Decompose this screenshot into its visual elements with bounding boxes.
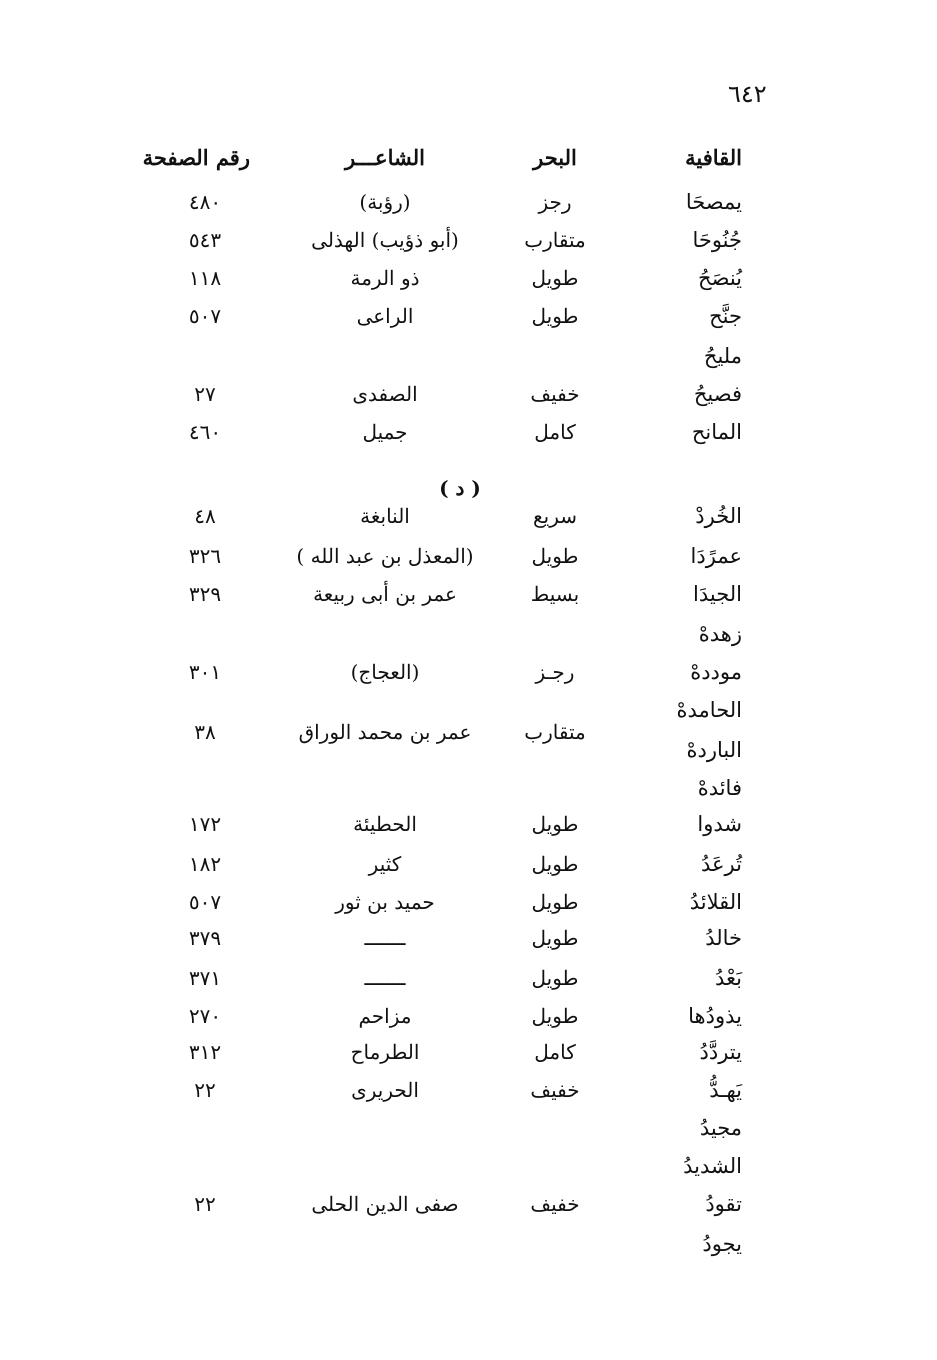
table-row bbox=[0, 660, 937, 694]
poet-cell: كثير bbox=[368, 852, 402, 876]
bahr-cell: رجز bbox=[538, 190, 572, 214]
header-qafiya: القافية bbox=[685, 145, 742, 170]
table-row bbox=[0, 304, 937, 338]
qafiya-cell: يُنصَحُ bbox=[698, 266, 742, 290]
bahr-cell: طويل bbox=[531, 304, 579, 328]
header-bahr: البحر bbox=[533, 145, 577, 170]
page-cell: ٢٢ bbox=[194, 1078, 216, 1102]
page-cell: ٤٨ bbox=[194, 504, 216, 528]
qafiya-cell: المانح bbox=[691, 420, 742, 444]
qafiya-cell: يذودُها bbox=[688, 1004, 742, 1028]
table-row bbox=[0, 1192, 937, 1226]
table-row bbox=[0, 420, 937, 454]
qafiya-cell: يتردَّدُ bbox=[699, 1040, 742, 1064]
poet-cell: ذو الرمة bbox=[350, 266, 420, 290]
header-shaer: الشاعـــر bbox=[345, 145, 425, 170]
table-row bbox=[0, 776, 937, 810]
page-cell: ٣٢٩ bbox=[188, 582, 222, 606]
page-cell: ٣١٢ bbox=[188, 1040, 222, 1064]
qafiya-cell: الجيدَا bbox=[693, 582, 742, 606]
table-row bbox=[0, 382, 937, 416]
poet-cell: الصفدى bbox=[352, 382, 418, 406]
page-cell: ٣٧٩ bbox=[188, 926, 222, 950]
table-row bbox=[0, 1004, 937, 1038]
bahr-cell: طويل bbox=[531, 852, 579, 876]
bahr-cell: متقارب bbox=[524, 228, 586, 252]
table-row bbox=[0, 1078, 937, 1112]
bahr-cell: متقارب bbox=[524, 720, 586, 744]
page-cell: ٤٦٠ bbox=[188, 420, 222, 444]
poet-cell: ـــــــ bbox=[364, 926, 406, 950]
bahr-cell: طويل bbox=[531, 966, 579, 990]
table-row bbox=[0, 812, 937, 846]
bahr-cell: طويل bbox=[531, 926, 579, 950]
bahr-cell: خفيف bbox=[530, 382, 580, 406]
table-row bbox=[0, 966, 937, 1000]
bahr-cell: خفيف bbox=[530, 1192, 580, 1216]
table-row bbox=[0, 190, 937, 224]
table-row bbox=[0, 1154, 937, 1188]
page-cell: ٣٧١ bbox=[188, 966, 222, 990]
page-cell: ٣٨ bbox=[194, 720, 216, 744]
table-row bbox=[0, 852, 937, 886]
page-cell: ٥٤٣ bbox=[188, 228, 222, 252]
page-cell: ١١٨ bbox=[188, 266, 222, 290]
poet-cell: مزاحم bbox=[358, 1004, 412, 1028]
header-page: رقم الصفحة bbox=[142, 145, 250, 170]
poet-cell: ـــــــ bbox=[364, 966, 406, 990]
qafiya-cell: الخُردْ bbox=[695, 504, 742, 528]
poet-cell: الطرماح bbox=[350, 1040, 420, 1064]
table-row bbox=[0, 344, 937, 378]
bahr-cell: طويل bbox=[531, 890, 579, 914]
poet-cell: جميل bbox=[362, 420, 408, 444]
page-number: ٦٤٢ bbox=[728, 80, 767, 108]
qafiya-cell: جنَّح bbox=[709, 304, 742, 328]
page-cell: ٥٠٧ bbox=[188, 890, 222, 914]
table-row bbox=[0, 1232, 937, 1266]
bahr-cell: طويل bbox=[531, 266, 579, 290]
page-cell: ٣٠١ bbox=[188, 660, 222, 684]
bahr-cell: بسيط bbox=[530, 582, 580, 606]
table-row bbox=[0, 926, 937, 960]
qafiya-cell: موددهْ bbox=[690, 660, 742, 684]
qafiya-cell: القلائدُ bbox=[689, 890, 742, 914]
qafiya-cell: فصيحُ bbox=[693, 382, 742, 406]
poet-cell: (رؤبة) bbox=[359, 190, 411, 214]
qafiya-cell: مجيدُ bbox=[699, 1116, 742, 1140]
bahr-cell: خفيف bbox=[530, 1078, 580, 1102]
page-cell: ٢٧٠ bbox=[188, 1004, 222, 1028]
page-cell: ٣٢٦ bbox=[188, 544, 222, 568]
section-letter: ( د ) bbox=[439, 476, 481, 500]
page-cell: ١٨٢ bbox=[188, 852, 222, 876]
poet-cell: النابغة bbox=[360, 504, 410, 528]
bahr-cell: طويل bbox=[531, 812, 579, 836]
page-cell: ٢٧ bbox=[194, 382, 216, 406]
poet-cell: (العجاج) bbox=[350, 660, 420, 684]
table-row bbox=[0, 720, 937, 772]
qafiya-cell: الحامدهْ bbox=[676, 698, 742, 722]
qafiya-cell: الباردهْ bbox=[686, 738, 742, 762]
poet-cell: عمر بن أبى ربيعة bbox=[313, 582, 457, 606]
poet-cell: الحريرى bbox=[351, 1078, 419, 1102]
page-cell: ١٧٢ bbox=[188, 812, 222, 836]
poet-cell: الحطيئة bbox=[353, 812, 417, 836]
poet-cell: (أبو ذؤيب) الهذلى bbox=[311, 228, 459, 252]
page-cell: ٥٠٧ bbox=[188, 304, 222, 328]
table-row bbox=[0, 890, 937, 924]
qafiya-cell: زهدهْ bbox=[698, 622, 742, 646]
table-row bbox=[0, 582, 937, 616]
qafiya-cell: فائدهْ bbox=[697, 776, 742, 800]
qafiya-cell: خالدُ bbox=[705, 926, 742, 950]
bahr-cell: رجـز bbox=[535, 660, 575, 684]
qafiya-cell: تقودُ bbox=[705, 1192, 742, 1216]
page-cell: ٢٢ bbox=[194, 1192, 216, 1216]
poet-cell: صفى الدين الحلى bbox=[311, 1192, 459, 1216]
qafiya-cell: بَعْدُ bbox=[715, 966, 742, 990]
bahr-cell: طويل bbox=[531, 544, 579, 568]
table-row bbox=[0, 228, 937, 262]
page-cell: ٤٨٠ bbox=[188, 190, 222, 214]
bahr-cell: سريع bbox=[532, 504, 577, 528]
qafiya-cell: جُنُوحَا bbox=[692, 228, 742, 252]
poet-cell: (المعذل بن عبد الله ) bbox=[296, 544, 474, 568]
bahr-cell: كامل bbox=[534, 420, 576, 444]
table-row bbox=[0, 266, 937, 300]
bahr-cell: كامل bbox=[534, 1040, 576, 1064]
table-row bbox=[0, 544, 937, 578]
qafiya-cell: شدوا bbox=[697, 812, 742, 836]
table-row bbox=[0, 1116, 937, 1150]
poet-cell: عمر بن محمد الوراق bbox=[298, 720, 472, 744]
table-row bbox=[0, 1040, 937, 1074]
qafiya-cell: الشديدُ bbox=[683, 1154, 742, 1178]
qafiya-cell: مليحُ bbox=[703, 344, 742, 368]
qafiya-cell: يمصحَا bbox=[685, 190, 742, 214]
table-row bbox=[0, 622, 937, 656]
poet-cell: الراعى bbox=[356, 304, 414, 328]
qafiya-cell: يَهـدُّ bbox=[709, 1078, 742, 1102]
poet-cell: حميد بن ثور bbox=[335, 890, 435, 914]
qafiya-cell: يجودُ bbox=[702, 1232, 742, 1256]
qafiya-cell: تُرعَدُ bbox=[701, 852, 742, 876]
qafiya-cell: عمرًدَا bbox=[690, 544, 742, 568]
table-row bbox=[0, 504, 937, 538]
bahr-cell: طويل bbox=[531, 1004, 579, 1028]
